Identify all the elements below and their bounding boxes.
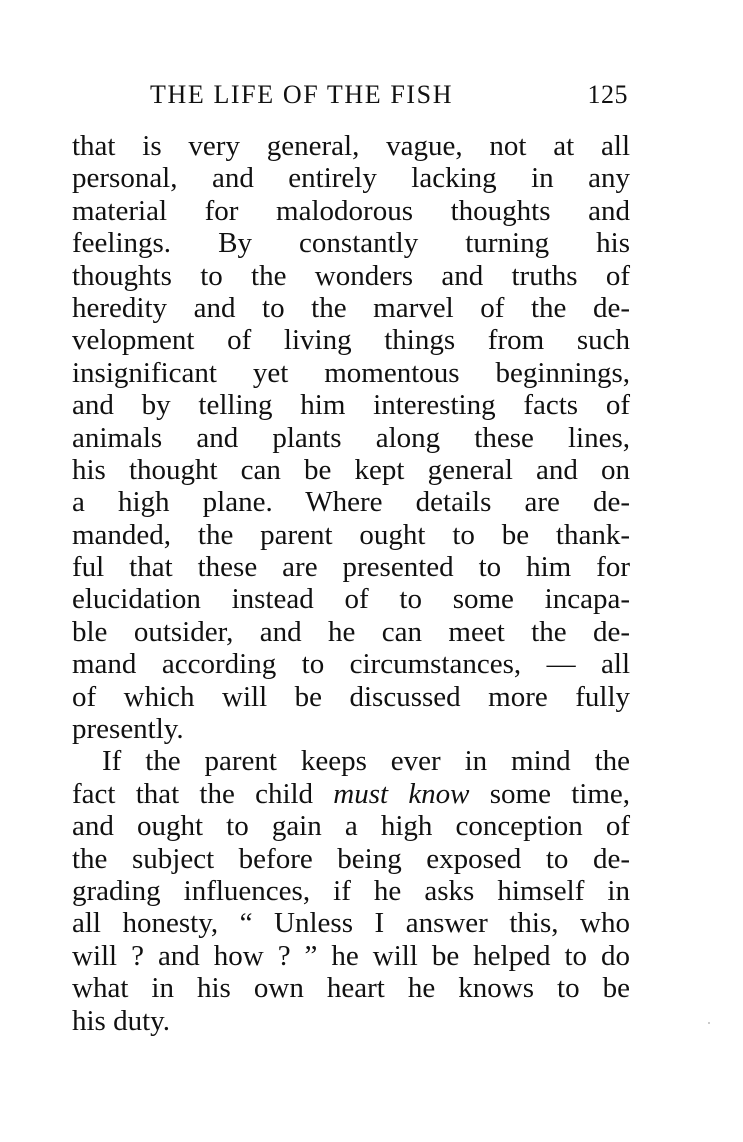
text-line: material for malodorous thoughts and (72, 194, 630, 227)
text-line: the subject before being exposed to de- (72, 842, 630, 875)
text-line: what in his own heart he knows to be (72, 972, 630, 1005)
text-line: of which will be discussed more fully (72, 680, 630, 713)
running-title: THE LIFE OF THE FISH (150, 80, 454, 109)
text-line: insignificant yet momentous beginnings, (72, 356, 630, 389)
text-line: and by telling him interesting facts of (72, 389, 630, 422)
text-line: will ? and how ? ” he will be helped to do (72, 939, 630, 972)
text-line: animals and plants along these lines, (72, 421, 630, 454)
text-line: ful that these are presented to him for (72, 551, 630, 584)
text-line: his duty. (72, 1004, 171, 1037)
paragraph-2 (72, 745, 630, 1037)
text-line: mand according to circumstances, — all (72, 648, 630, 681)
text-line: his thought can be kept general and on (72, 453, 630, 486)
emphasis-text: must know (333, 777, 470, 810)
text-line: presently. (72, 713, 184, 746)
running-head (150, 80, 628, 114)
text-line: a high plane. Where details are de- (72, 486, 630, 519)
text-line: all honesty, “ Unless I answer this, who (72, 907, 630, 940)
body-text (72, 130, 630, 1037)
text-line: heredity and to the marvel of the de- (72, 291, 630, 324)
text-line: velopment of living things from such (72, 324, 630, 357)
page-number: 125 (587, 80, 628, 109)
text-line: manded, the parent ought to be thank- (72, 518, 630, 551)
text-line: thoughts to the wonders and truths of (72, 259, 630, 292)
text-line: that is very general, vague, not at all (72, 130, 630, 162)
text-line: personal, and entirely lacking in any (72, 162, 630, 195)
paragraph-1 (72, 130, 630, 745)
text-line: and ought to gain a high conception of (72, 810, 630, 843)
text-line: ble outsider, and he can meet the de- (72, 615, 630, 648)
text-line: grading influences, if he asks himself in (72, 874, 630, 907)
text-line: If the parent keeps ever in mind the (102, 745, 630, 778)
text-segment: some time, (469, 777, 631, 810)
print-speck (708, 1022, 710, 1024)
text-segment: fact that the child (72, 777, 334, 810)
text-line: elucidation instead of to some incapa- (72, 583, 630, 616)
text-line: feelings. By constantly turning his (72, 227, 630, 260)
text-line-with-emphasis (72, 778, 630, 810)
